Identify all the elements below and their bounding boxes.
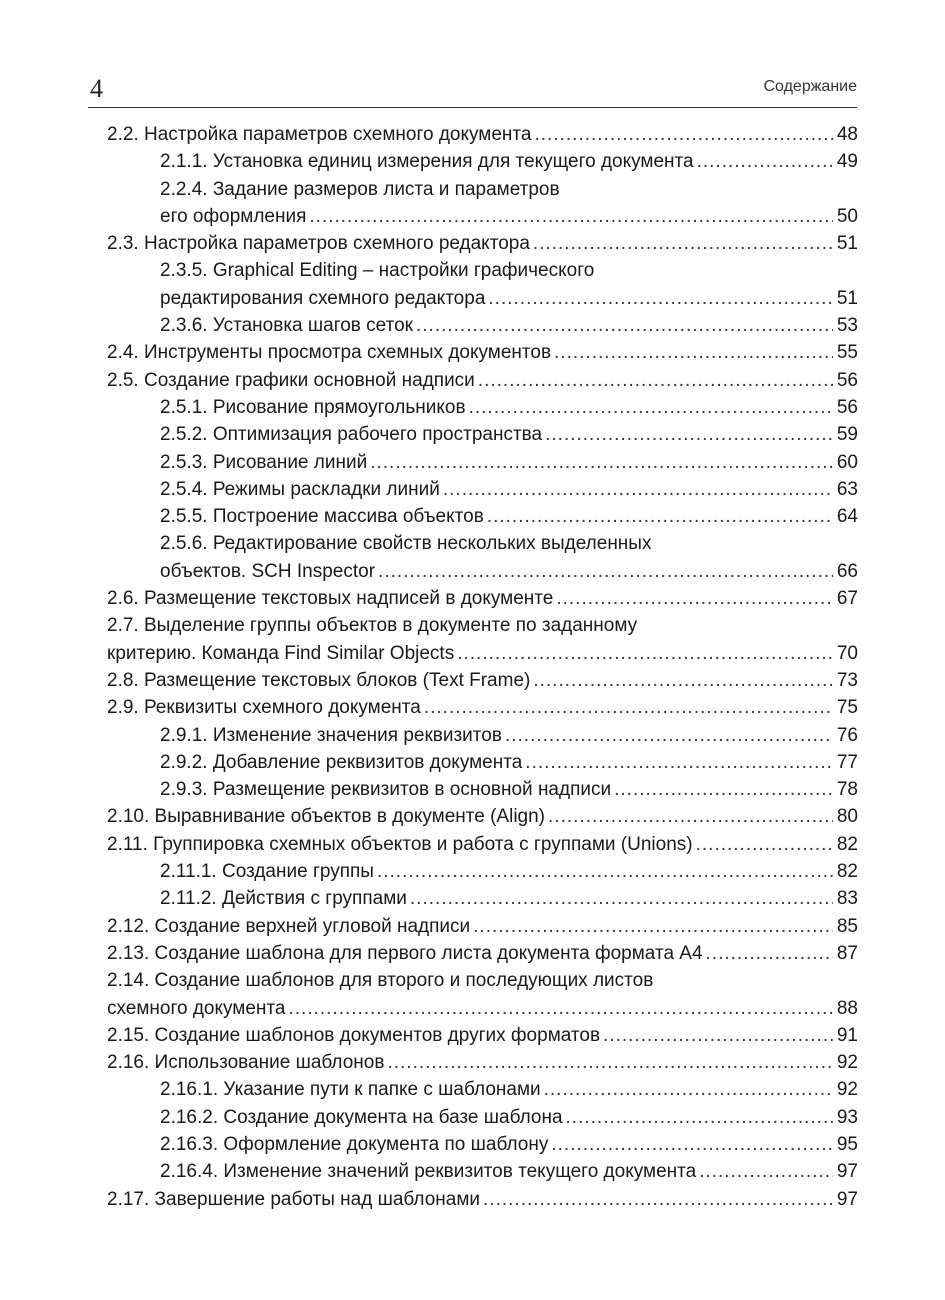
toc-entry-page: 93 [836,1106,858,1128]
toc-entry-title: объектов. SCH Inspector [160,560,376,582]
toc-entry-page: 50 [836,205,858,227]
toc-entry-page: 63 [836,478,858,500]
toc-entry-page: 95 [836,1133,858,1155]
toc-entry [107,1076,858,1103]
toc-entry-title: 2.16. Использование шаблонов [107,1052,385,1074]
toc-entry [107,230,858,257]
toc-entry-title: 2.8. Размещение текстовых блоков (Text Frame) [107,669,531,691]
toc-entry-page: 73 [836,669,858,691]
dot-leader [697,148,833,175]
dot-leader [554,339,833,366]
toc-entry [107,913,858,940]
toc-entry [107,995,858,1022]
toc-entry [107,530,858,557]
toc-entry-page: 83 [836,888,858,910]
toc-entry [107,612,858,639]
toc-entry-title: 2.4. Инструменты просмотра схемных документов [107,342,552,364]
toc-entry-page: 59 [836,424,858,446]
toc-entry [107,285,858,312]
toc-entry-title: 2.16.3. Оформление документа по шаблону [160,1133,549,1155]
toc-entry [107,1158,858,1185]
toc-entry-title: 2.13. Создание шаблона для первого листа документа формата А4 [107,942,703,964]
dot-leader [566,1104,833,1131]
dot-leader [416,312,833,339]
toc-entry-title: 2.15. Создание шаблонов документов других форматов [107,1024,601,1046]
toc-entry-page: 51 [836,233,858,255]
dot-leader [378,558,833,585]
toc-entry [107,421,858,448]
toc-entry-page: 91 [836,1024,858,1046]
toc-entry-title: редактирования схемного редактора [160,287,486,309]
running-header [88,70,857,108]
dot-leader [533,230,833,257]
toc-entry [107,831,858,858]
dot-leader [505,722,833,749]
dot-leader [370,449,833,476]
toc-entry [107,1186,858,1213]
toc-entry-title: 2.2.4. Задание размеров листа и параметров [160,178,560,200]
toc-entry-title: 2.17. Завершение работы над шаблонами [107,1188,481,1210]
toc-entry [107,257,858,284]
toc-entry [107,967,858,994]
toc-entry-page: 48 [836,124,858,145]
toc-entry [107,394,858,421]
toc-entry [107,749,858,776]
toc-entry-page: 51 [836,287,858,309]
toc-entry-title: 2.11. Группировка схемных объектов и работа с группами (Unions) [107,833,693,855]
toc-entry-title: схемного документа [107,997,286,1019]
toc-entry-page: 55 [836,342,858,364]
toc-entry [107,858,858,885]
page-number: 4 [90,74,103,103]
dot-leader [483,1186,833,1213]
dot-leader [533,667,833,694]
toc-entry-page: 82 [836,833,858,855]
toc-entry-title: критерию. Команда Find Similar Objects [107,642,455,664]
toc-entry [107,367,858,394]
toc-entry-title: 2.3. Настройка параметров схемного редактора [107,233,530,255]
toc-entry-page: 85 [836,915,858,937]
toc-entry [107,148,858,175]
toc-entry-page: 87 [836,942,858,964]
toc-entry-title: 2.16.2. Создание документа на базе шаблона [160,1106,563,1128]
toc-entry-page: 70 [836,642,858,664]
dot-leader [469,394,833,421]
dot-leader [410,885,833,912]
toc-entry-title: 2.5. Создание графики основной надписи [107,369,475,391]
toc-entry-page: 64 [836,506,858,528]
toc-entry-page: 88 [836,997,858,1019]
toc-entry-page: 60 [836,451,858,473]
toc-entry-page: 49 [836,151,858,173]
toc-entry [107,776,858,803]
toc-entry [107,940,858,967]
toc-entry [107,640,858,667]
toc-entry-title: 2.9.1. Изменение значения реквизитов [160,724,502,746]
toc-entry-page: 80 [836,806,858,828]
toc-entry-title: 2.12. Создание верхней угловой надписи [107,915,471,937]
toc-entry-title: 2.5.5. Построение массива объектов [160,506,484,528]
toc-entry-title: 2.5.6. Редактирование свойств нескольких выделенных [160,533,652,555]
dot-leader [443,476,833,503]
toc-entry-title: 2.16.4. Изменение значений реквизитов текущего документа [160,1161,697,1183]
dot-leader [473,913,833,940]
toc-entry-title: 2.9.3. Размещение реквизитов в основной надписи [160,779,612,801]
toc-entry [107,1131,858,1158]
dot-leader [377,858,833,885]
toc-entry [107,121,858,148]
toc-entry [107,722,858,749]
toc-entry-page: 82 [836,861,858,883]
toc-entry-page: 97 [836,1188,858,1210]
toc-entry [107,476,858,503]
toc-entry-title: 2.14. Создание шаблонов для второго и последующих листов [107,970,654,992]
dot-leader [488,285,832,312]
toc-entry-title: его оформления [160,205,307,227]
toc-entry-title: 2.16.1. Указание пути к папке с шаблонами [160,1079,541,1101]
toc-entry-title: 2.5.3. Рисование линий [160,451,368,473]
toc-entry-title: 2.5.2. Оптимизация рабочего пространства [160,424,543,446]
dot-leader [551,1131,833,1158]
dot-leader [556,585,833,612]
toc-entry [107,203,858,230]
toc-entry [107,803,858,830]
toc-entry [107,694,858,721]
toc-entry-page: 66 [836,560,858,582]
toc-entry [107,1022,858,1049]
toc-entry-page: 75 [836,697,858,719]
toc-entry-title: 2.3.6. Установка шагов сеток [160,315,413,337]
dot-leader [696,831,833,858]
dot-leader [544,1076,833,1103]
dot-leader [478,367,833,394]
dot-leader [534,121,832,148]
toc-entry-title: 2.11.2. Действия с группами [160,888,407,910]
toc-entry-title: 2.6. Размещение текстовых надписей в документе [107,588,554,610]
toc-entry-page: 78 [836,779,858,801]
toc-entry-title: 2.9.2. Добавление реквизитов документа [160,751,523,773]
dot-leader [487,503,833,530]
toc-entry [107,449,858,476]
toc-entry [107,339,858,366]
toc-entry [107,885,858,912]
toc-entry-page: 53 [836,315,858,337]
toc-entry [107,558,858,585]
dot-leader [603,1022,833,1049]
toc-entry-page: 56 [836,396,858,418]
toc-entry [107,503,858,530]
toc-entry-title: 2.2. Настройка параметров схемного документа [107,124,532,145]
dot-leader [387,1049,832,1076]
table-of-contents [107,121,858,1213]
toc-entry-title: 2.1.1. Установка единиц измерения для текущего документа [160,151,694,173]
toc-entry-title: 2.3.5. Graphical Editing – настройки графического [160,260,595,282]
toc-entry-page: 77 [836,751,858,773]
toc-entry-page: 56 [836,369,858,391]
dot-leader [309,203,832,230]
toc-entry [107,1104,858,1131]
toc-entry-page: 92 [836,1079,858,1101]
toc-entry-page: 97 [836,1161,858,1183]
toc-entry-title: 2.5.1. Рисование прямоугольников [160,396,466,418]
dot-leader [699,1158,833,1185]
toc-entry-page: 67 [836,588,858,610]
toc-entry [107,1049,858,1076]
dot-leader [545,421,833,448]
toc-entry-title: 2.5.4. Режимы раскладки линий [160,478,440,500]
toc-entry-title: 2.7. Выделение группы объектов в документе по заданному [107,615,638,637]
dot-leader [548,803,833,830]
toc-entry [107,667,858,694]
dot-leader [424,694,833,721]
toc-entry [107,312,858,339]
toc-entry [107,176,858,203]
dot-leader [288,995,832,1022]
dot-leader [706,940,833,967]
toc-entry-title: 2.10. Выравнивание объектов в документе (Align) [107,806,546,828]
toc-entry-title: 2.11.1. Создание группы [160,861,374,883]
toc-entry-title: 2.9. Реквизиты схемного документа [107,697,421,719]
toc-entry [107,585,858,612]
section-title: Содержание [763,78,857,95]
dot-leader [614,776,833,803]
dot-leader [457,640,833,667]
toc-entry-page: 92 [836,1052,858,1074]
dot-leader [525,749,833,776]
toc-entry-page: 76 [836,724,858,746]
